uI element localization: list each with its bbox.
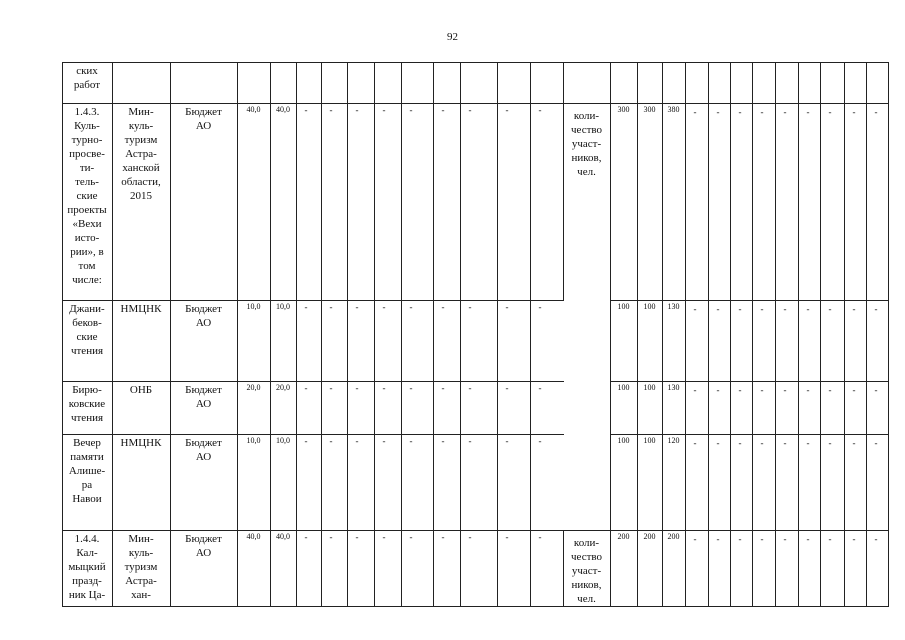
empty-value-dash: - bbox=[304, 383, 308, 393]
target-value: 100 bbox=[617, 436, 630, 445]
empty-value-dash: - bbox=[852, 385, 856, 395]
empty-value-dash: - bbox=[874, 385, 878, 395]
empty-value-dash: - bbox=[874, 107, 878, 117]
empty-value-dash: - bbox=[304, 105, 308, 115]
empty-value-dash: - bbox=[716, 534, 720, 544]
empty-value-dash: - bbox=[505, 436, 509, 446]
empty-value-dash: - bbox=[874, 304, 878, 314]
activity-name: ских работ bbox=[73, 65, 101, 91]
indicator-label: коли- чество участ- ников, чел. bbox=[571, 110, 602, 178]
target-value: 130 bbox=[667, 302, 680, 311]
target-value: 100 bbox=[617, 302, 630, 311]
row-border bbox=[610, 300, 889, 301]
amount-year: 40,0 bbox=[276, 105, 290, 114]
empty-value-dash: - bbox=[693, 385, 697, 395]
column-border bbox=[637, 62, 638, 606]
empty-value-dash: - bbox=[505, 383, 509, 393]
empty-value-dash: - bbox=[738, 534, 742, 544]
empty-value-dash: - bbox=[760, 304, 764, 314]
empty-value-dash: - bbox=[382, 105, 386, 115]
empty-value-dash: - bbox=[538, 383, 542, 393]
target-value: 120 bbox=[667, 436, 680, 445]
target-value: 100 bbox=[643, 302, 656, 311]
empty-value-dash: - bbox=[716, 385, 720, 395]
column-border bbox=[321, 62, 322, 606]
row-border bbox=[62, 606, 889, 607]
empty-value-dash: - bbox=[304, 302, 308, 312]
row-border bbox=[62, 103, 889, 104]
row-border bbox=[610, 381, 889, 382]
empty-value-dash: - bbox=[852, 534, 856, 544]
empty-value-dash: - bbox=[716, 304, 720, 314]
empty-value-dash: - bbox=[355, 436, 359, 446]
empty-value-dash: - bbox=[409, 105, 413, 115]
executor: ОНБ bbox=[129, 384, 153, 396]
empty-value-dash: - bbox=[468, 302, 472, 312]
empty-value-dash: - bbox=[505, 532, 509, 542]
funding-source: Бюджет АО bbox=[185, 437, 222, 463]
empty-value-dash: - bbox=[760, 107, 764, 117]
target-value: 380 bbox=[667, 105, 680, 114]
column-border bbox=[563, 62, 564, 300]
amount-total: 10,0 bbox=[246, 436, 261, 445]
empty-value-dash: - bbox=[738, 304, 742, 314]
empty-value-dash: - bbox=[538, 532, 542, 542]
empty-value-dash: - bbox=[355, 302, 359, 312]
empty-value-dash: - bbox=[329, 532, 333, 542]
empty-value-dash: - bbox=[783, 304, 787, 314]
empty-value-dash: - bbox=[329, 383, 333, 393]
row-border bbox=[62, 300, 564, 301]
amount-year: 20,0 bbox=[276, 383, 290, 392]
empty-value-dash: - bbox=[409, 532, 413, 542]
empty-value-dash: - bbox=[441, 532, 445, 542]
column-border bbox=[844, 62, 845, 606]
activity-name: 1.4.4. Кал- мыцкий празд- ник Ца- bbox=[68, 533, 106, 601]
column-border bbox=[237, 62, 238, 606]
empty-value-dash: - bbox=[783, 438, 787, 448]
empty-value-dash: - bbox=[382, 383, 386, 393]
target-value: 100 bbox=[617, 383, 630, 392]
column-border bbox=[401, 62, 402, 606]
empty-value-dash: - bbox=[828, 385, 832, 395]
funding-source: Бюджет АО bbox=[185, 384, 222, 410]
empty-value-dash: - bbox=[738, 438, 742, 448]
target-value: 130 bbox=[667, 383, 680, 392]
column-border bbox=[170, 62, 171, 606]
column-border bbox=[798, 62, 799, 606]
target-value: 100 bbox=[643, 436, 656, 445]
column-border bbox=[866, 62, 867, 606]
column-border bbox=[662, 62, 663, 606]
column-border bbox=[296, 62, 297, 606]
activity-name: 1.4.3. Куль- турно- просве- ти- тель- ские проекты «Вехи исто- рии», в том числе: bbox=[67, 106, 107, 286]
empty-value-dash: - bbox=[828, 107, 832, 117]
empty-value-dash: - bbox=[738, 385, 742, 395]
column-border bbox=[888, 62, 889, 606]
empty-value-dash: - bbox=[806, 534, 810, 544]
empty-value-dash: - bbox=[382, 532, 386, 542]
executor: НМЦНК bbox=[120, 437, 162, 449]
target-value: 200 bbox=[643, 532, 656, 541]
empty-value-dash: - bbox=[538, 302, 542, 312]
empty-value-dash: - bbox=[441, 383, 445, 393]
empty-value-dash: - bbox=[693, 107, 697, 117]
column-border bbox=[610, 62, 611, 606]
funding-source: Бюджет АО bbox=[185, 106, 222, 132]
row-border bbox=[62, 530, 889, 531]
empty-value-dash: - bbox=[304, 436, 308, 446]
empty-value-dash: - bbox=[874, 438, 878, 448]
target-value: 300 bbox=[643, 105, 656, 114]
empty-value-dash: - bbox=[441, 302, 445, 312]
empty-value-dash: - bbox=[505, 302, 509, 312]
amount-total: 40,0 bbox=[246, 105, 261, 114]
empty-value-dash: - bbox=[828, 534, 832, 544]
funding-source: Бюджет АО bbox=[185, 303, 222, 329]
empty-value-dash: - bbox=[468, 105, 472, 115]
empty-value-dash: - bbox=[828, 304, 832, 314]
empty-value-dash: - bbox=[538, 105, 542, 115]
empty-value-dash: - bbox=[693, 438, 697, 448]
column-border bbox=[433, 62, 434, 606]
empty-value-dash: - bbox=[806, 438, 810, 448]
empty-value-dash: - bbox=[468, 436, 472, 446]
empty-value-dash: - bbox=[828, 438, 832, 448]
column-border bbox=[374, 62, 375, 606]
empty-value-dash: - bbox=[538, 436, 542, 446]
empty-value-dash: - bbox=[304, 532, 308, 542]
empty-value-dash: - bbox=[409, 302, 413, 312]
column-border bbox=[708, 62, 709, 606]
empty-value-dash: - bbox=[738, 107, 742, 117]
empty-value-dash: - bbox=[852, 304, 856, 314]
amount-year: 40,0 bbox=[276, 532, 290, 541]
empty-value-dash: - bbox=[783, 107, 787, 117]
column-border bbox=[685, 62, 686, 606]
target-value: 100 bbox=[643, 383, 656, 392]
funding-source: Бюджет АО bbox=[185, 533, 222, 559]
empty-value-dash: - bbox=[693, 534, 697, 544]
empty-value-dash: - bbox=[806, 107, 810, 117]
empty-value-dash: - bbox=[874, 534, 878, 544]
row-border bbox=[62, 434, 564, 435]
column-border bbox=[730, 62, 731, 606]
empty-value-dash: - bbox=[760, 438, 764, 448]
empty-value-dash: - bbox=[409, 436, 413, 446]
empty-value-dash: - bbox=[693, 304, 697, 314]
empty-value-dash: - bbox=[468, 532, 472, 542]
amount-year: 10,0 bbox=[276, 302, 290, 311]
indicator-label: коли- чество участ- ников, чел. bbox=[571, 537, 602, 605]
empty-value-dash: - bbox=[468, 383, 472, 393]
empty-value-dash: - bbox=[355, 383, 359, 393]
column-border bbox=[820, 62, 821, 606]
empty-value-dash: - bbox=[329, 436, 333, 446]
empty-value-dash: - bbox=[382, 302, 386, 312]
column-border bbox=[270, 62, 271, 606]
empty-value-dash: - bbox=[716, 438, 720, 448]
empty-value-dash: - bbox=[852, 107, 856, 117]
empty-value-dash: - bbox=[329, 105, 333, 115]
empty-value-dash: - bbox=[441, 436, 445, 446]
empty-value-dash: - bbox=[355, 105, 359, 115]
empty-value-dash: - bbox=[716, 107, 720, 117]
activity-name: Вечер памяти Алише- ра Навои bbox=[68, 437, 106, 505]
amount-year: 10,0 bbox=[276, 436, 290, 445]
empty-value-dash: - bbox=[760, 534, 764, 544]
page-number: 92 bbox=[447, 31, 458, 43]
column-border bbox=[530, 62, 531, 606]
empty-value-dash: - bbox=[783, 385, 787, 395]
empty-value-dash: - bbox=[806, 304, 810, 314]
executor: Мин- куль- туризм Астра- хан- bbox=[124, 533, 158, 601]
executor: Мин- куль- туризм Астра- ханской области, 2015 bbox=[121, 106, 161, 202]
column-border bbox=[775, 62, 776, 606]
column-border bbox=[347, 62, 348, 606]
empty-value-dash: - bbox=[783, 534, 787, 544]
row-border bbox=[610, 434, 889, 435]
empty-value-dash: - bbox=[409, 383, 413, 393]
column-border bbox=[460, 62, 461, 606]
empty-value-dash: - bbox=[806, 385, 810, 395]
empty-value-dash: - bbox=[852, 438, 856, 448]
empty-value-dash: - bbox=[329, 302, 333, 312]
column-border bbox=[497, 62, 498, 606]
activity-name: Джани- беков- ские чтения bbox=[69, 303, 105, 357]
amount-total: 40,0 bbox=[246, 532, 261, 541]
target-value: 300 bbox=[617, 105, 630, 114]
amount-total: 20,0 bbox=[246, 383, 261, 392]
amount-total: 10,0 bbox=[246, 302, 261, 311]
target-value: 200 bbox=[667, 532, 680, 541]
empty-value-dash: - bbox=[382, 436, 386, 446]
row-border bbox=[62, 62, 889, 63]
row-border bbox=[62, 381, 564, 382]
target-value: 200 bbox=[617, 532, 630, 541]
empty-value-dash: - bbox=[441, 105, 445, 115]
column-border bbox=[752, 62, 753, 606]
empty-value-dash: - bbox=[760, 385, 764, 395]
activity-name: Бирю- ковские чтения bbox=[68, 384, 106, 424]
executor: НМЦНК bbox=[120, 303, 162, 315]
empty-value-dash: - bbox=[355, 532, 359, 542]
empty-value-dash: - bbox=[505, 105, 509, 115]
column-border bbox=[563, 530, 564, 606]
